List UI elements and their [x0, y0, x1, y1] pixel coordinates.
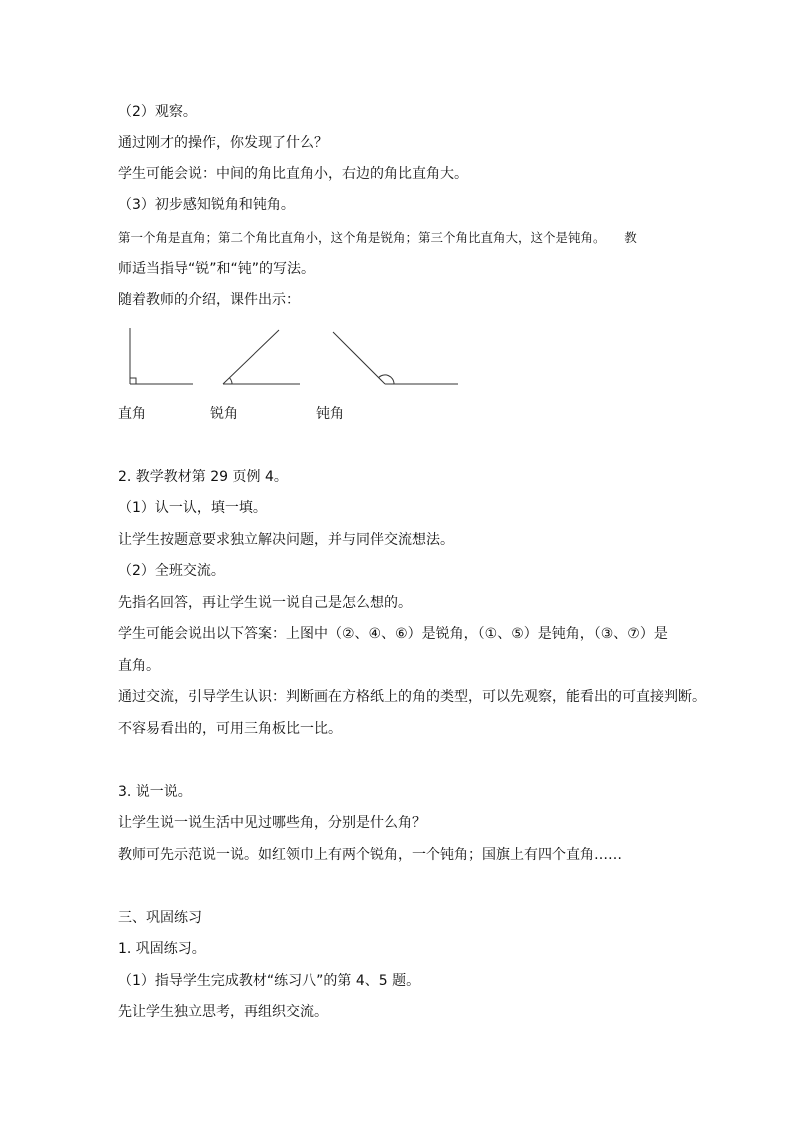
text-line: 让学生说一说生活中见过哪些角，分别是什么角？: [118, 815, 426, 831]
text-line: 直角。: [118, 658, 160, 674]
text-line: 第一个角是直角；第二个角比直角小，这个角是锐角；第三个角比直角大，这个是钝角。 教: [118, 230, 637, 245]
text-line: 先让学生独立思考，再组织交流。: [118, 1004, 328, 1020]
angle-figure: [110, 320, 470, 395]
text-line: （2）观察。: [118, 104, 197, 120]
text-line: （3）初步感知锐角和钝角。: [118, 197, 295, 213]
text-line: 学生可能会说：中间的角比直角小，右边的角比直角大。: [118, 166, 468, 182]
text-line: （1）认一认，填一填。: [118, 500, 267, 516]
text-line: 让学生按题意要求独立解决问题，并与同伴交流想法。: [118, 532, 454, 548]
text-line: 教师可先示范说一说。如红领巾上有两个锐角，一个钝角；国旗上有四个直角……: [118, 847, 622, 863]
right-angle-shape: [130, 328, 193, 384]
text-line: 随着教师的介绍，课件出示：: [118, 292, 300, 308]
text-line: 1. 巩固练习。: [118, 941, 206, 957]
section-heading: 3. 说一说。: [118, 784, 192, 800]
acute-angle-shape: [223, 330, 300, 384]
section-heading: 三、巩固练习: [118, 910, 202, 926]
obtuse-angle-shape: [333, 332, 458, 384]
text-line: 通过交流，引导学生认识：判断画在方格纸上的角的类型，可以先观察，能看出的可直接判断。: [118, 689, 706, 705]
text-line: 先指名回答，再让学生说一说自己是怎么想的。: [118, 595, 412, 611]
section-heading: 2. 教学教材第 29 页例 4。: [118, 469, 288, 485]
text-line: （2）全班交流。: [118, 563, 225, 579]
text-line: 不容易看出的，可用三角板比一比。: [118, 721, 342, 737]
text-line: （1）指导学生完成教材“练习八”的第 4、5 题。: [118, 973, 421, 989]
acute-angle-label: 锐角: [210, 406, 238, 422]
right-angle-label: 直角: [118, 406, 146, 422]
text-line: 学生可能会说出以下答案：上图中（②、④、⑥）是锐角，（①、⑤）是钝角，（③、⑦）是: [118, 626, 668, 642]
text-line: 师适当指导“锐”和“钝”的写法。: [118, 261, 316, 277]
text-line: 通过刚才的操作，你发现了什么？: [118, 135, 328, 151]
obtuse-angle-label: 钝角: [316, 406, 344, 422]
